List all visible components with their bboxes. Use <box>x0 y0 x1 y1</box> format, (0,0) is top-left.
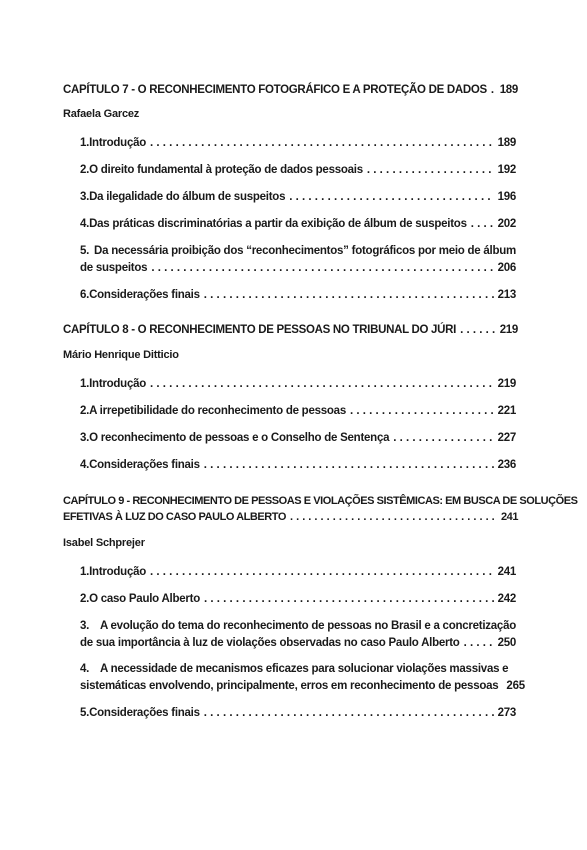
dot-leader <box>350 403 494 420</box>
dot-leader <box>204 591 494 608</box>
dot-leader <box>460 322 496 338</box>
entry-title-line-1: A necessidade de mecanismos eficazes para solucionar violações massivas e <box>100 663 509 675</box>
toc-entry-continuation[interactable] <box>80 635 516 652</box>
entry-number: 1. <box>80 137 90 149</box>
chapter-9-heading[interactable] <box>63 493 578 525</box>
chapter-title-line-1: CAPÍTULO 9 - RECONHECIMENTO DE PESSOAS E VIOLAÇÕES SISTÊMICAS: EM BUSCA DE SOLUÇÕES <box>63 495 578 507</box>
entry-title: Das práticas discriminatórias a partir da exibição de álbum de suspeitos <box>89 218 467 230</box>
entry-title-line-2: de sua importância à luz de violações observadas no caso Paulo Alberto <box>80 637 460 649</box>
toc-entry[interactable] <box>80 564 516 581</box>
entry-number: 6. <box>80 289 90 301</box>
entry-title-line-2: de suspeitos <box>80 262 148 274</box>
toc-entry[interactable] <box>80 135 516 152</box>
chapter-8-author: Mário Henrique Ditticio <box>63 349 179 361</box>
entry-title: Da ilegalidade do álbum de suspeitos <box>89 191 286 203</box>
entry-title: Introdução <box>89 566 147 578</box>
toc-entry[interactable] <box>80 457 516 474</box>
dot-leader <box>290 509 497 525</box>
entry-number: 5. <box>80 707 90 719</box>
entry-title: O caso Paulo Alberto <box>89 593 200 605</box>
dot-leader <box>151 260 493 277</box>
dot-leader <box>150 564 494 581</box>
entry-number: 3. <box>80 191 90 203</box>
entry-page-number: 221 <box>497 405 516 417</box>
entry-title: Considerações finais <box>89 289 200 301</box>
toc-entry[interactable] <box>80 243 516 260</box>
toc-entry-continuation[interactable] <box>80 678 525 695</box>
chapter-7-heading[interactable] <box>63 82 518 98</box>
entry-page-number: 213 <box>497 289 516 301</box>
entry-page-number: 273 <box>497 707 516 719</box>
entry-title-line-2: sistemáticas envolvendo, principalmente, erros em reconhecimento de pessoas <box>80 680 499 692</box>
toc-entry[interactable] <box>80 618 516 635</box>
toc-entry[interactable] <box>80 287 516 304</box>
entry-number: 2. <box>80 593 90 605</box>
toc-entry[interactable] <box>80 661 516 678</box>
chapter-9-author: Isabel Schprejer <box>63 537 145 549</box>
toc-entry[interactable] <box>80 403 516 420</box>
entry-title: Introdução <box>89 137 147 149</box>
entry-page-number: 202 <box>497 218 516 230</box>
entry-title: Considerações finais <box>89 459 200 471</box>
dot-leader <box>204 287 494 304</box>
entry-page-number: 227 <box>497 432 516 444</box>
toc-entry[interactable] <box>80 430 516 447</box>
entry-page-number: 192 <box>497 164 516 176</box>
entry-title: Considerações finais <box>89 707 200 719</box>
entry-title: Introdução <box>89 378 147 390</box>
chapter-page-number: 189 <box>499 84 518 96</box>
chapter-page-number: 219 <box>499 324 518 336</box>
entry-title-line-1: Da necessária proibição dos “reconhecimentos” fotográficos por meio de álbum <box>94 245 516 257</box>
entry-title: A irrepetibilidade do reconhecimento de pessoas <box>89 405 346 417</box>
toc-entry[interactable] <box>80 162 516 179</box>
entry-page-number: 242 <box>497 593 516 605</box>
dot-leader <box>150 376 494 393</box>
entry-number: 5. <box>80 245 90 257</box>
entry-title: O direito fundamental à proteção de dados pessoais <box>89 164 363 176</box>
chapter-8-heading[interactable] <box>63 322 518 338</box>
dot-leader <box>150 135 494 152</box>
entry-number: 1. <box>80 566 90 578</box>
entry-page-number: 250 <box>497 637 516 649</box>
entry-page-number: 265 <box>506 680 525 692</box>
entry-number: 3. <box>80 432 90 444</box>
chapter-title: CAPÍTULO 7 - O RECONHECIMENTO FOTOGRÁFICO E A PROTEÇÃO DE DADOS <box>63 84 487 96</box>
entry-number: 4. <box>80 459 90 471</box>
entry-page-number: 206 <box>497 262 516 274</box>
entry-page-number: 196 <box>497 191 516 203</box>
entry-number: 2. <box>80 405 90 417</box>
toc-entry[interactable] <box>80 189 516 206</box>
entry-page-number: 189 <box>497 137 516 149</box>
toc-entry[interactable] <box>80 376 516 393</box>
dot-leader <box>289 189 493 206</box>
entry-page-number: 236 <box>497 459 516 471</box>
dot-leader <box>393 430 493 447</box>
chapter-7-author: Rafaela Garcez <box>63 108 140 120</box>
dot-leader <box>367 162 494 179</box>
toc-entry[interactable] <box>80 705 516 722</box>
entry-number: 4. <box>80 663 90 675</box>
entry-title: O reconhecimento de pessoas e o Conselho de Sentença <box>89 432 390 444</box>
entry-title-line-1: A evolução do tema do reconhecimento de pessoas no Brasil e a concretização <box>99 620 516 632</box>
chapter-title-line-2: EFETIVAS À LUZ DO CASO PAULO ALBERTO <box>63 511 286 523</box>
entry-page-number: 241 <box>497 566 516 578</box>
dot-leader <box>464 635 494 652</box>
toc-entry[interactable] <box>80 591 516 608</box>
chapter-title: CAPÍTULO 8 - O RECONHECIMENTO DE PESSOAS NO TRIBUNAL DO JÚRI <box>63 324 457 336</box>
entry-number: 4. <box>80 218 90 230</box>
entry-number: 1. <box>80 378 90 390</box>
toc-entry[interactable] <box>80 216 516 233</box>
dot-leader <box>204 457 494 474</box>
chapter-page-number: 241 <box>500 511 518 523</box>
entry-page-number: 219 <box>497 378 516 390</box>
entry-number: 2. <box>80 164 90 176</box>
dot-leader <box>471 216 494 233</box>
entry-number: 3. <box>80 620 90 632</box>
dot-leader <box>491 82 496 98</box>
dot-leader <box>204 705 494 722</box>
toc-entry-continuation[interactable] <box>80 260 516 277</box>
